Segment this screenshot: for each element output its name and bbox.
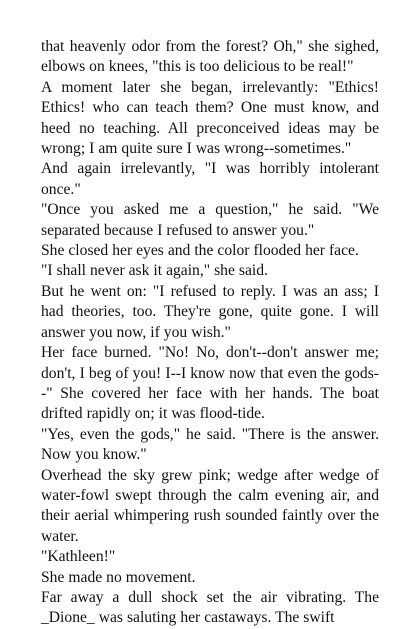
paragraph-11: "Kathleen!" (41, 548, 116, 566)
paragraph-9: "Yes, even the gods," he said. "There is the answer. Now you know." (41, 425, 379, 464)
paragraph-3: And again irrelevantly, "I was horribly intolerant once." (41, 160, 379, 198)
paragraph-13: Far away a dull shock set the air vibrating. The _Dione_ was saluting her castaways. The swift (41, 588, 379, 627)
paragraph-12: She made no movement. (41, 568, 196, 586)
paragraph-5: She closed her eyes and the color flooded her face. (41, 242, 359, 260)
paragraph-1: that heavenly odor from the forest? Oh," she sighed, elbows on knees, "this is too delicious to be real!" (41, 38, 379, 76)
paragraph-7: But he went on: "I refused to reply. I was an ass; I had theories, too. They're gone, quite gone. I will answer you now, if you wish." (41, 282, 379, 341)
paragraph-10: Overhead the sky grew pink; wedge after wedge of water-fowl swept through the calm evening air, and their aerial whimpering rush sounded faintly over the water. (41, 466, 379, 545)
paragraph-4: "Once you asked me a question," he said. "We separated because I refused to answer you." (41, 201, 379, 239)
paragraph-8: Her face burned. "No! No, don't--don't answer me; don't, I beg of you! I--I know now that even the gods--" She covered her face with her hands. The boat drifted rapidly on; it was flood-tide. (41, 344, 379, 423)
paragraph-2: A moment later she began, irrelevantly: "Ethics! Ethics! who can teach them? One must know, and heed no teaching. All preconceived ideas may be wrong; I am quite sure I was wrong--sometimes." (41, 78, 379, 158)
paragraph-6: "I shall never ask it again," she said. (41, 262, 268, 280)
